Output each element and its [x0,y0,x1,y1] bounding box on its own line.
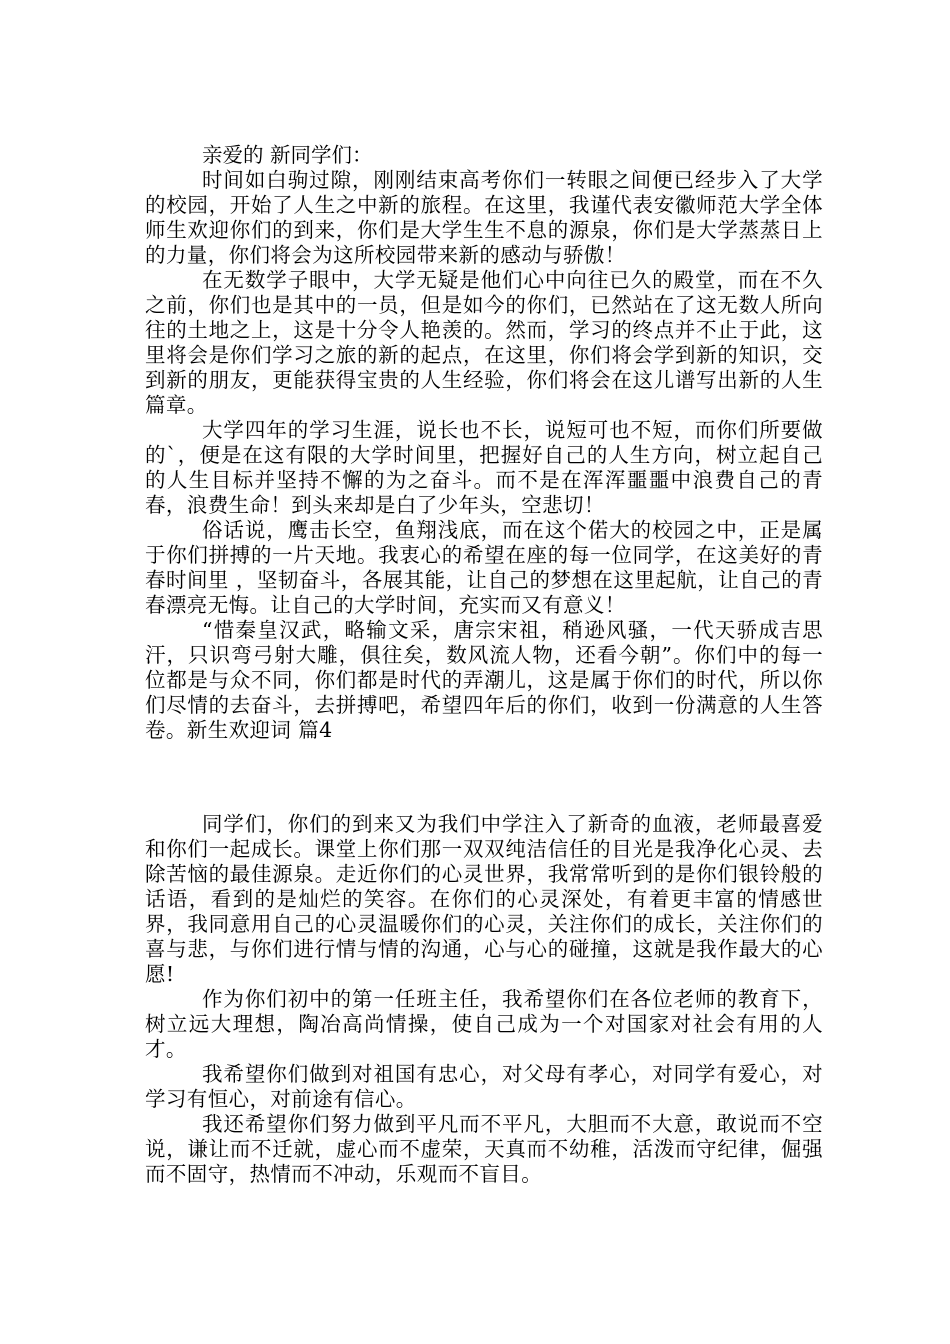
paragraph-welcome: 时间如白驹过隙，刚刚结束高考你们一转眼之间便已经步入了大学的校园，开始了人生之中新的旅程。在这里，我谨代表安徽师范大学全体师生欢迎你们的到来，你们是大学生生不息的源泉，你们是大学蒸蒸日上的力量，你们将会为这所校园带来新的感动与骄傲！ [145,168,823,267]
paragraph-head-teacher: 作为你们初中的第一任班主任，我希望你们在各位老师的教育下，树立远大理想，陶冶高尚情操，使自己成为一个对国家对社会有用的人才。 [145,987,823,1061]
paragraph-five-hearts: 我希望你们做到对祖国有忠心，对父母有孝心，对同学有爱心，对学习有恒心，对前途有信心。 [145,1062,823,1111]
paragraph-four-years: 大学四年的学习生涯，说长也不长，说短可也不短，而你们所要做的`，便是在这有限的大学时间里，把握好自己的人生方向，树立起自己的人生目标并坚持不懈的为之奋斗。而不是在浑浑噩噩中浪费自己的青春，浪费生命！到头来却是白了少年头，空悲切！ [145,418,823,517]
paragraph-balance: 我还希望你们努力做到平凡而不平凡，大胆而不大意，敢说而不空说，谦让而不迁就，虚心而不虚荣，天真而不幼稚，活泼而守纪律，倔强而不固守，热情而不冲动，乐观而不盲目。 [145,1112,823,1186]
paragraph-university-dream: 在无数学子眼中，大学无疑是他们心中向往已久的殿堂，而在不久之前，你们也是其中的一员，但是如今的你们，已然站在了这无数人所向往的土地之上，这是十分令人艳羡的。然而，学习的终点并不止于此，这里将会是你们学习之旅的新的起点，在这里，你们将会学到新的知识，交到新的朋友，更能获得宝贵的人生经验，你们将会在这儿谱写出新的人生篇章。 [145,268,823,417]
section-gap [145,743,823,812]
paragraph-poem-quote: “惜秦皇汉武，略输文采，唐宗宋祖，稍逊风骚，一代天骄成吉思汗，只识弯弓射大雕，俱往矣，数风流人物，还看今朝”。你们中的每一位都是与众不同，你们都是时代的弄潮儿，这是属于你们的时代，所以你们尽情的去奋斗，去拼搏吧，希望四年后的你们，收到一份满意的人生答卷。新生欢迎词 篇4 [145,618,823,742]
paragraph-teacher-welcome: 同学们，你们的到来又为我们中学注入了新奇的血液，老师最喜爱和你们一起成长。课堂上你们那一双双纯洁信任的目光是我净化心灵、去除苦恼的最佳源泉。走近你们的心灵世界，我常常听到的是你们银铃般的话语，看到的是灿烂的笑容。在你们的心灵深处，有着更丰富的情感世界，我同意用自己的心灵温暖你们的心灵，关注你们的成长，关注你们的喜与悲，与你们进行情与情的沟通，心与心的碰撞，这就是我作最大的心愿! [145,812,823,986]
paragraph-proverb: 俗话说，鹰击长空，鱼翔浅底，而在这个偌大的校园之中，正是属于你们拼搏的一片天地。我衷心的希望在座的每一位同学，在这美好的青春时间里 ，坚韧奋斗，各展其能，让自己的梦想在这里起航，让自己的青春漂亮无悔。让自己的大学时间，充实而又有意义！ [145,518,823,617]
greeting-line: 亲爱的 新同学们： [202,143,373,167]
document-page [145,143,823,1187]
